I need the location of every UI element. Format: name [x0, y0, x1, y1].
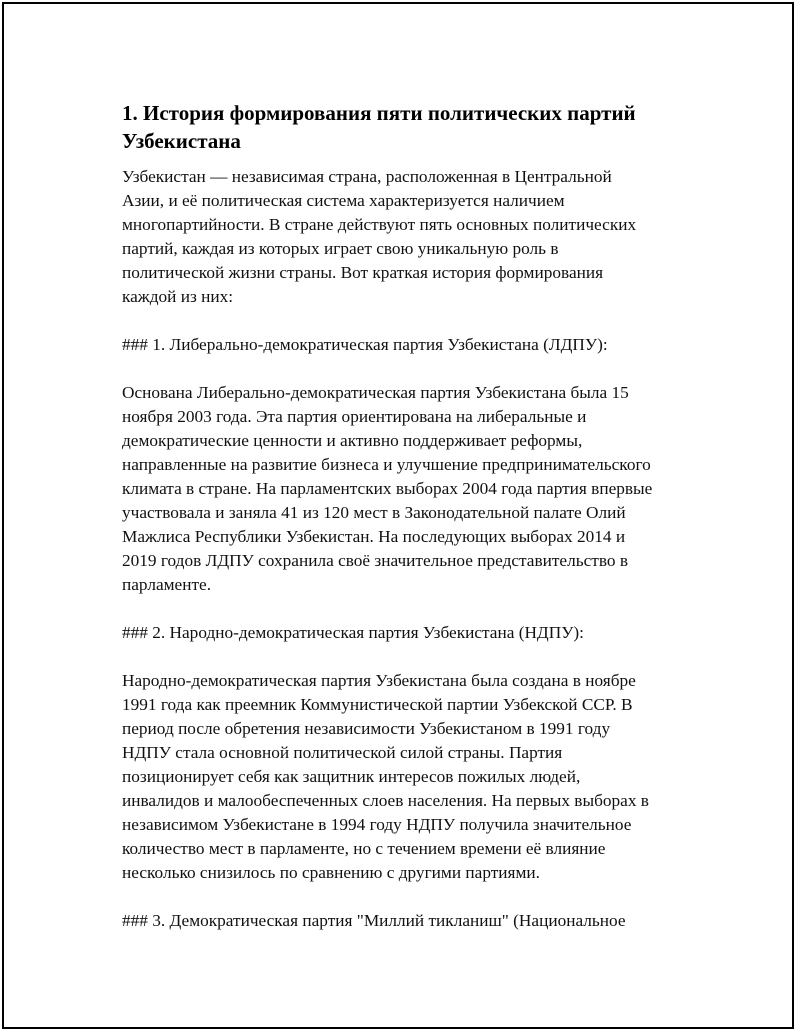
text-line: многопартийности. В стране действуют пять основных политических — [122, 215, 637, 234]
text-line: несколько снизилось по сравнению с другими партиями. — [122, 863, 540, 882]
text-line: климата в стране. На парламентских выборах 2004 года партия впервые — [122, 479, 653, 498]
text-line: период после обретения независимости Узбекистаном в 1991 году — [122, 719, 611, 738]
intro-paragraph — [122, 165, 702, 309]
section-1-paragraph — [122, 381, 702, 597]
text-line: позиционирует себя как защитник интересов пожилых людей, — [122, 767, 581, 786]
spacer — [122, 309, 702, 333]
section-2-paragraph — [122, 669, 702, 885]
text-line: НДПУ стала основной политической силой страны. Партия — [122, 743, 563, 762]
spacer — [122, 645, 702, 669]
text-line: Народно-демократическая партия Узбекистана была создана в ноябре — [122, 671, 636, 690]
text-line: партий, каждая из которых играет свою уникальную роль в — [122, 239, 559, 258]
text-line: политической жизни страны. Вот краткая история формирования — [122, 263, 604, 282]
text-line: Мажлиса Республики Узбекистан. На последующих выборах 2014 и — [122, 527, 626, 546]
section-2-heading: ### 2. Народно-демократическая партия Узбекистана (НДПУ): — [122, 623, 584, 642]
title-line: Узбекистана — [122, 129, 241, 153]
text-line: направленные на развитие бизнеса и улучшение предпринимательского — [122, 455, 651, 474]
text-line: 2019 годов ЛДПУ сохранила своё значительное представительство в — [122, 551, 628, 570]
text-line: каждой из них: — [122, 287, 234, 306]
spacer — [122, 885, 702, 909]
text-line: ноября 2003 года. Эта партия ориентирована на либеральные и — [122, 407, 587, 426]
text-line: парламенте. — [122, 575, 212, 594]
text-line: количество мест в парламенте, но с течением времени её влияние — [122, 839, 606, 858]
section-1-heading: ### 1. Либерально-демократическая партия Узбекистана (ЛДПУ): — [122, 335, 608, 354]
spacer — [122, 357, 702, 381]
text-line: Основана Либерально-демократическая партия Узбекистана была 15 — [122, 383, 629, 402]
title-line: 1. История формирования пяти политических партий — [122, 101, 636, 125]
page-frame — [2, 2, 794, 1029]
text-line: демократические ценности и активно поддерживает реформы, — [122, 431, 583, 450]
section-3-heading: ### 3. Демократическая партия "Миллий тикланиш" (Национальное — [122, 911, 626, 930]
text-line: независимом Узбекистане в 1994 году НДПУ получила значительное — [122, 815, 632, 834]
text-line: участвовала и заняла 41 из 120 мест в Законодательной палате Олий — [122, 503, 626, 522]
document-body — [122, 99, 702, 933]
document-title — [122, 99, 702, 155]
spacer — [122, 597, 702, 621]
text-line: Узбекистан — независимая страна, расположенная в Центральной — [122, 167, 612, 186]
text-line: инвалидов и малообеспеченных слоев населения. На первых выборах в — [122, 791, 649, 810]
text-line: 1991 года как преемник Коммунистической партии Узбекской ССР. В — [122, 695, 633, 714]
text-line: Азии, и её политическая система характеризуется наличием — [122, 191, 565, 210]
